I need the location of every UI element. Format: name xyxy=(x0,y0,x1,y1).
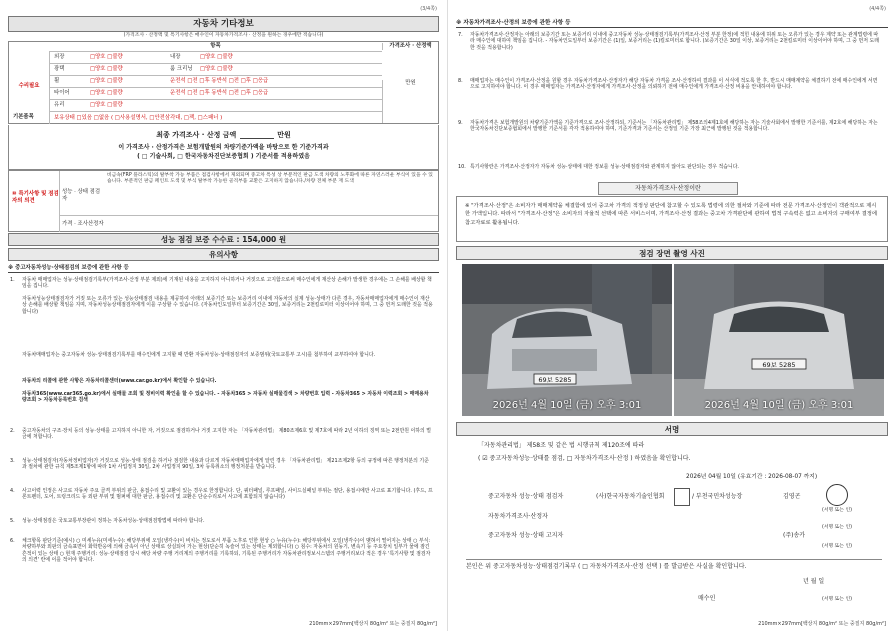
basic-label: 기본품목 xyxy=(13,114,34,120)
buyer-sign-note: (서명 또는 인) xyxy=(822,597,852,602)
plate-1: 69보 5285 xyxy=(538,376,572,384)
receipt-line: 본인은 위 중고자동차성능·상태점검기록부 ( □ 자동차가격조사·산정 선택 ) 를 발급받은 사실을 확인합니다. xyxy=(466,559,882,571)
note-box xyxy=(456,196,888,242)
notice-title: 유의사항 xyxy=(8,248,439,261)
section-subtitle: (가격조사 · 산정액 및 특기사항은 매수인이 자동차가격조사 · 산정을 원하는 경우에만 적습니다) xyxy=(123,33,324,38)
special-text: 비금속(FRP 플라스틱)의 탈부착 가능 부품은 점검사항에서 제외되며 중고차 특성 상 부분적인 판금 도색 차량의 노후화에 따른 자연스러운 부식이 있을 수 있습니다. 부분적인 판금 페인트 도색 및 부식 탈부착 가능한 골격부품 교환은 고지하지 않습니다./차량 전체 부분 재 도색 xyxy=(107,173,433,185)
notifier-sign-note: (서명 또는 인) xyxy=(822,544,852,549)
notice-item-5: 5. 성능·상태점검은 국토교통부장관이 정하는 자동차성능·상태점검방법에 따라야 합니다. xyxy=(10,518,205,524)
final-price-label: 최종 가격조사 · 산정 금액 xyxy=(156,131,237,139)
signature-stamp-icon xyxy=(826,484,848,506)
car-photo-1-icon xyxy=(462,264,672,416)
inspection-photo-1 xyxy=(462,264,672,416)
fee-label: 성능 점검 보증 수수료 : 154,000 원 xyxy=(8,233,439,246)
right-item-10: 10. 특기사항란은 가격조사·산정자가 자동차 성능·상태에 대한 정보를 성능·상태점검자와 관계하지 않아도 판단되는 경우 적습니다. xyxy=(458,164,739,170)
law-line-1: 「자동차관리법」 제58조 및 같은 법 시행규칙 제120조에 따라 xyxy=(478,442,645,449)
notice-item-4: 4. 사고이력 인정은 사고로 자동차 주요 골격 부위의 판금, 용접수리 및 교환이 있는 경우로 한정합니다. 단, 쿼터패널, 루프패널, 사이드실패널 부위는 절단, 용접시에만 사고로 표기합니다. (후드, 프론트펜더, 도어, 트렁크리드 등 외판 부위 및 범퍼에 대한 판금, 용접수리 및 교환은 단순수리로서 사고에 포함되지 않습니다) xyxy=(10,488,433,501)
receipt-date: 년 월 일 xyxy=(803,578,825,585)
car-photo-2-icon xyxy=(674,264,884,416)
right-item-9: 9. 자동차가격은 보험개발원의 차량기준가액을 기준가격으로 조사·산정하되, 기준서는 「자동차관리법」 제58조의4제1호에 해당하는 자는 기술사회에서 발행한 기준서를, 제2호에 해당하는 자는 한국자동차진단보증협회에서 발행한 기준서를 각각 적용하여야 하며, 기준가격과 기준서는 산정일 기준 가장 최근에 발행된 것을 적용합니다. xyxy=(458,120,878,133)
basis-line-1: 이 가격조사 · 산정가격은 보험개발원의 차량기준가액을 바탕으로 한 기준가격과 xyxy=(118,144,329,151)
inspector-label: 중고자동차 성능·상태 점검자 xyxy=(488,493,564,500)
notice-item-3: 3. 성능·상태점검자(자동차정비업자)가 거짓으로 성능·상태 점검을 하거나 점검한 내용과 다르게 자동차매매업자에게 알린 경우 「자동차관리법」 제21조제2항 등의 규정에 따른 행정처분의 기준과 절차에 관한 규칙 제5조제1항에 따라 1차 사업정지 30일, 2차 사업정지 90일, 3차 등록취소의 행정처분을 받습니다. xyxy=(10,458,429,471)
right-item-7: 7. 자동차가격조사·산정자는 아래의 보증기간 또는 보증거리 이내에 중고자동차 성능·상태점검기록부(가격조사·산정 부분 한정)에 적힌 내용에 허위 또는 오류가 있는 경우 계약 또는 관계법령에 따라 매수인에 대하여 책임을 집니다. - 자동차인도일부터 보증기간은 (1)일, 보증거리는 (1)킬로미터로 합니다. (보증기간은 30일 이상, 보증거리는 2천킬로미터 이상이어야 하며, 그 중 먼저 도래한 것을 적용합니다) xyxy=(458,32,879,51)
repair-rows: 외장 □양호 □불량 내장 □양호 □불량 광택 □양호 □불량 룸 크리닝 □양호 □불량 휠 □양호 □불량 운전석 □전 □후 동반석 □전 □후 □응급 타이어 □양호 □불량 운전석 □전 □후 동반석 □전 □후 □응급 유리 □양호 □불량 보유상태 □있음 □없음 ( □사용설명서, □안전삼각대, □잭, □스패너 ) xyxy=(49,51,382,124)
special-label: ⑩ 특기사항 및 점검자의 의견 xyxy=(12,191,59,204)
notice-item-1b: 자동차성능상태점검자가 거짓 또는 오류가 있는 성능상태점검 내용을 제공하여 아래의 보증기간 또는 보증거리 이내에 자동차의 실제 성능·상태가 다른 경우, 자동차매매업자에게 매수인이 재산상 손해를 배상할 책임을 지며, 자동차성능상태점검자에게 이를 구상할 수 있습니다. (자동차인도일부터 보증기간은 30일, 보증거리는 2천킬로미터 이상이어야 하며, 그 중 먼저 도래한 것을 적용합니다) xyxy=(22,296,433,315)
plate-2: 69보 5285 xyxy=(762,361,796,369)
col-price-header: 가격조사 · 산정액 xyxy=(382,43,438,50)
right-item-8: 8. 매매업자는 매수인이 가격조사·산정을 원할 경우 자동차가격조사·산정자가 해당 자동차 가격을 조사·산정하여 결과를 이 서식에 적도록 한 후, 반드시 매매계약을 체결하기 전에 매수인에게 서면으로 고지하여야 합니다. 이 경우 매매업자는 가격조사·산정자에게 가격조사·산정을 의뢰하기 전에 매수인에게 가격조사·산정 비용을 안내하여야 합니다. xyxy=(458,78,878,91)
notifier-label: 중고자동차 성능·상태 고지자 xyxy=(488,532,564,539)
page-number: (3/4쪽) xyxy=(420,6,437,12)
page-footer: 210mm×297mm[백상지 80g/m² 또는 중질지 80g/m²] xyxy=(309,620,437,627)
notice-item-1e: 자동차365(www.car365.go.kr)에서 실매물 조회 및 정비이력 확인을 할 수 있습니다. - 자동차365 > 자동차 실매물검색 > 차량번호 입력 - 자동차365 > 자동차 이력조회 > 매매용차량조회 > 자동차등록번호 검색 xyxy=(22,391,429,404)
org-seal-icon xyxy=(674,488,690,506)
appraisal-section-title: ※ 자동차가격조사·산정의 보증에 관한 사항 등 xyxy=(456,20,888,28)
photo-timestamp-2: 2026년 4월 10일 (금) 오후 3:01 xyxy=(704,400,854,412)
notice-item-1d: 자동차의 리콜에 관한 사항은 자동차리콜센터(www.car.go.kr)에서 확인할 수 있습니다. xyxy=(22,378,217,384)
special-notes-table xyxy=(8,170,439,232)
basis-line-2: ( □ 기술사회, □ 한국자동차진단보증협회 ) 기준서를 적용하였음 xyxy=(137,153,310,160)
law-line-2: ( ☑ 중고자동차성능·상태를 점검, □ 자동차가격조사·산정 ) 하였음을 확인합니다. xyxy=(478,455,691,462)
page-footer: 210mm×297mm[백상지 80g/m² 또는 중질지 80g/m²] xyxy=(758,620,886,627)
inspector-name: 김영곤 xyxy=(783,493,801,500)
notice-item-6: 6. 체크항목 판단기준(예시) ○ 미세누유(미세누수): 해당부위에 오일(냉각수)이 비치는 정도로서 부품 노후로 인한 현상 ○ 누유(누수): 해당부위에서 오일(냉각수)이 맺혀서 떨어지는 상태 ○ 부식: 차량하부와 외판의 금속표면이 화학반응에 의해 금속이 아닌 상태로 상실되어 가는 현상(단순히 녹슬어 있는 상태는 제외합니다) ○ 침수: 자동차의 원동기, 변속기 등 주요장치 일부가 물에 잠긴 흔적이 있는 상태 ○ 현재 주행거리: 성능·상태점검 당시 해당 차량 주행 거리계의 주행거리를 기록하되, 기록된 주행거리가 자동차관리정보시스템의 주행거리보다 적은 경우 '특기사항 및 점검자의 의견' 란에 이를 적어야 합니다. xyxy=(10,538,431,563)
final-price-value xyxy=(240,131,274,139)
inspector-org: (사)한국자동차기술인협회 xyxy=(596,493,665,500)
section-title-other-info: 자동차 기타정보 xyxy=(8,16,439,32)
note-box-title: 자동차가격조사·산정이란 xyxy=(598,182,738,195)
col-item-header: 항목 xyxy=(210,43,221,49)
page-number: (4/4쪽) xyxy=(869,6,886,12)
inspector-branch: / 부천국민차성능장 xyxy=(692,493,743,500)
repair-label: 수리필요 xyxy=(18,83,40,89)
final-price-unit: 만원 xyxy=(277,131,291,139)
repair-table xyxy=(8,41,439,124)
appraiser-sign-note: (서명 또는 인) xyxy=(822,525,852,530)
notice-subtitle: ※ 중고자동차성능·상태점검의 보증에 관한 사항 등 xyxy=(8,265,439,273)
note-box-text: ※ "가격조사·산정"은 소비자가 매매계약을 체결함에 있어 중고차 가격의 적정성 판단에 참고할 수 있도록 법령에 의한 절차와 기준에 따라 전문 가격조사·산정인이 객관적으로 제시한 가액입니다. 따라서 "가격조사·산정"은 소비자의 자율적 선택에 따른 서비스이며, 가격조사·산정 결과는 중고차 가격판단에 관하여 법적 구속력은 없고 소비자의 구매여부 결정에 참고자료로 활용됩니다. xyxy=(465,203,878,226)
special-row-2-label: 가격 · 조사산정자 xyxy=(59,215,438,232)
photo-section-title: 점검 장면 촬영 사진 xyxy=(456,246,888,260)
photo-timestamp-1: 2026년 4월 10일 (금) 오후 3:01 xyxy=(492,400,642,412)
notice-item-1c: 자동차매매업자는 중고자동차 성능·상태점검기록부를 매수인에게 고지할 때 반환 자동차성능·상태점검자의 보증범위(국토교통부 고시)를 첨부하여 교부하여야 합니다. xyxy=(22,352,376,358)
buyer-label: 매수인 xyxy=(698,595,716,602)
basic-items-row: 보유상태 □있음 □없음 ( □사용설명서, □안전삼각대, □잭, □스패너 ) xyxy=(54,115,223,121)
notice-item-1: 1. 자동차 매매업자는 성능·상태점검기록부(가격조사·산정 부분 제외)에 기재된 내용을 고지하지 아니하거나 거짓으로 고지함으로써 매수인에게 재산상 손해가 발생한 경우에는 그 손해를 배상할 책임을 집니다. xyxy=(10,277,432,290)
notifier-name: (주)송카 xyxy=(783,532,806,539)
inspection-photo-2 xyxy=(674,264,884,416)
price-unit: 만원 xyxy=(382,80,438,123)
final-price-box xyxy=(8,125,439,170)
page-right xyxy=(448,0,896,631)
inspector-sign-note: (서명 또는 인) xyxy=(822,508,852,513)
signature-section-title: 서명 xyxy=(456,422,888,436)
special-row-1-label: 성능 · 상태 점검자 xyxy=(59,171,103,215)
notice-item-2: 2. 중고자동차의 구조·장치 등의 성능·상태를 고지하지 아니한 자, 거짓으로 점검하거나 거짓 고지한 자는 「자동차관리법」 제80조제6호 및 제7호에 따라 2년 이하의 징역 또는 2천만원 이하의 벌금에 처합니다. xyxy=(10,428,432,441)
appraiser-label: 자동차가격조사·산정자 xyxy=(488,513,548,520)
sign-date: 2026년 04월 10일 (유효기간 : 2026-08-07 까지) xyxy=(686,474,818,480)
